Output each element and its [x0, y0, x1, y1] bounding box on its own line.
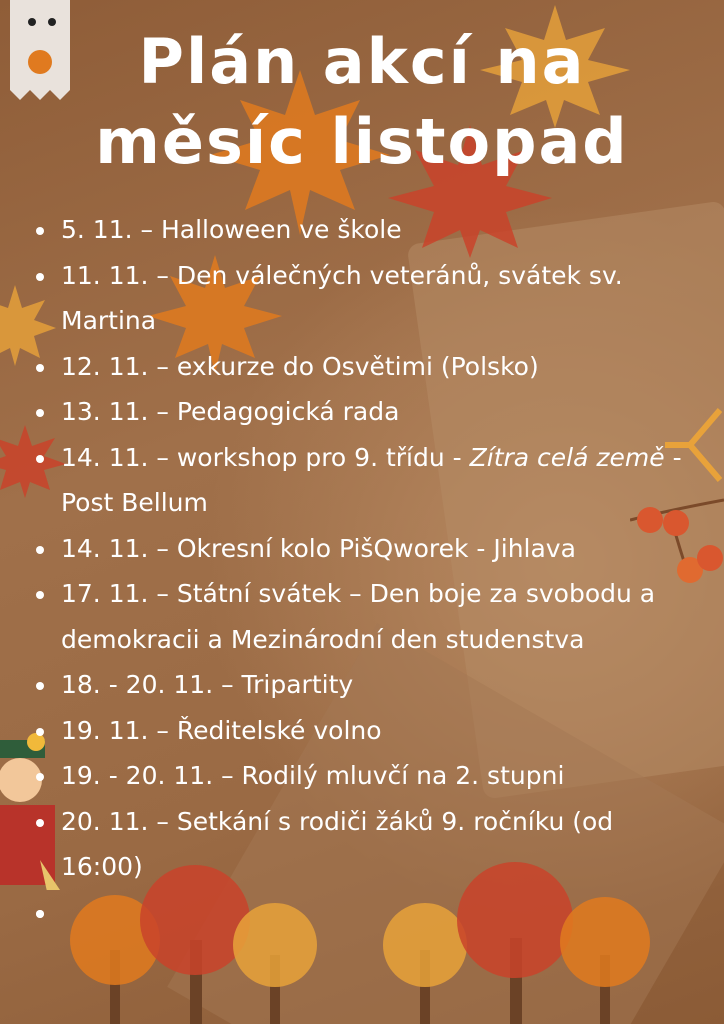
event-title-italic: Zítra celá země: [469, 442, 665, 472]
event-list: [34, 207, 694, 890]
title-line: Plán akcí na: [138, 25, 586, 98]
event-text: 14. 11. – workshop pro 9. třídu -: [61, 442, 470, 472]
list-item: 11. 11. – Den válečných veteránů, svátek sv. Martina: [34, 253, 694, 344]
list-item: 13. 11. – Pedagogická rada: [34, 389, 694, 435]
list-item: 5. 11. – Halloween ve škole: [34, 207, 694, 253]
list-item: 20. 11. – Setkání s rodiči žáků 9. ročníku (od 16:00): [34, 799, 694, 890]
page-title: [0, 22, 724, 182]
list-item: 18. - 20. 11. – Tripartity: [34, 662, 694, 708]
event-text: - Post Bellum: [61, 442, 682, 517]
list-item: 17. 11. – Státní svátek – Den boje za svobodu a demokracii a Mezinárodní den studenstva: [34, 571, 694, 662]
list-item: 19. - 20. 11. – Rodilý mluvčí na 2. stupni: [34, 753, 694, 799]
list-item: 14. 11. – Okresní kolo PišQworek - Jihlava: [34, 526, 694, 572]
list-item: 12. 11. – exkurze do Osvětimi (Polsko): [34, 344, 694, 390]
list-item: 19. 11. – Ředitelské volno: [34, 708, 694, 754]
title-line: měsíc listopad: [95, 105, 629, 178]
list-item: [34, 435, 694, 526]
